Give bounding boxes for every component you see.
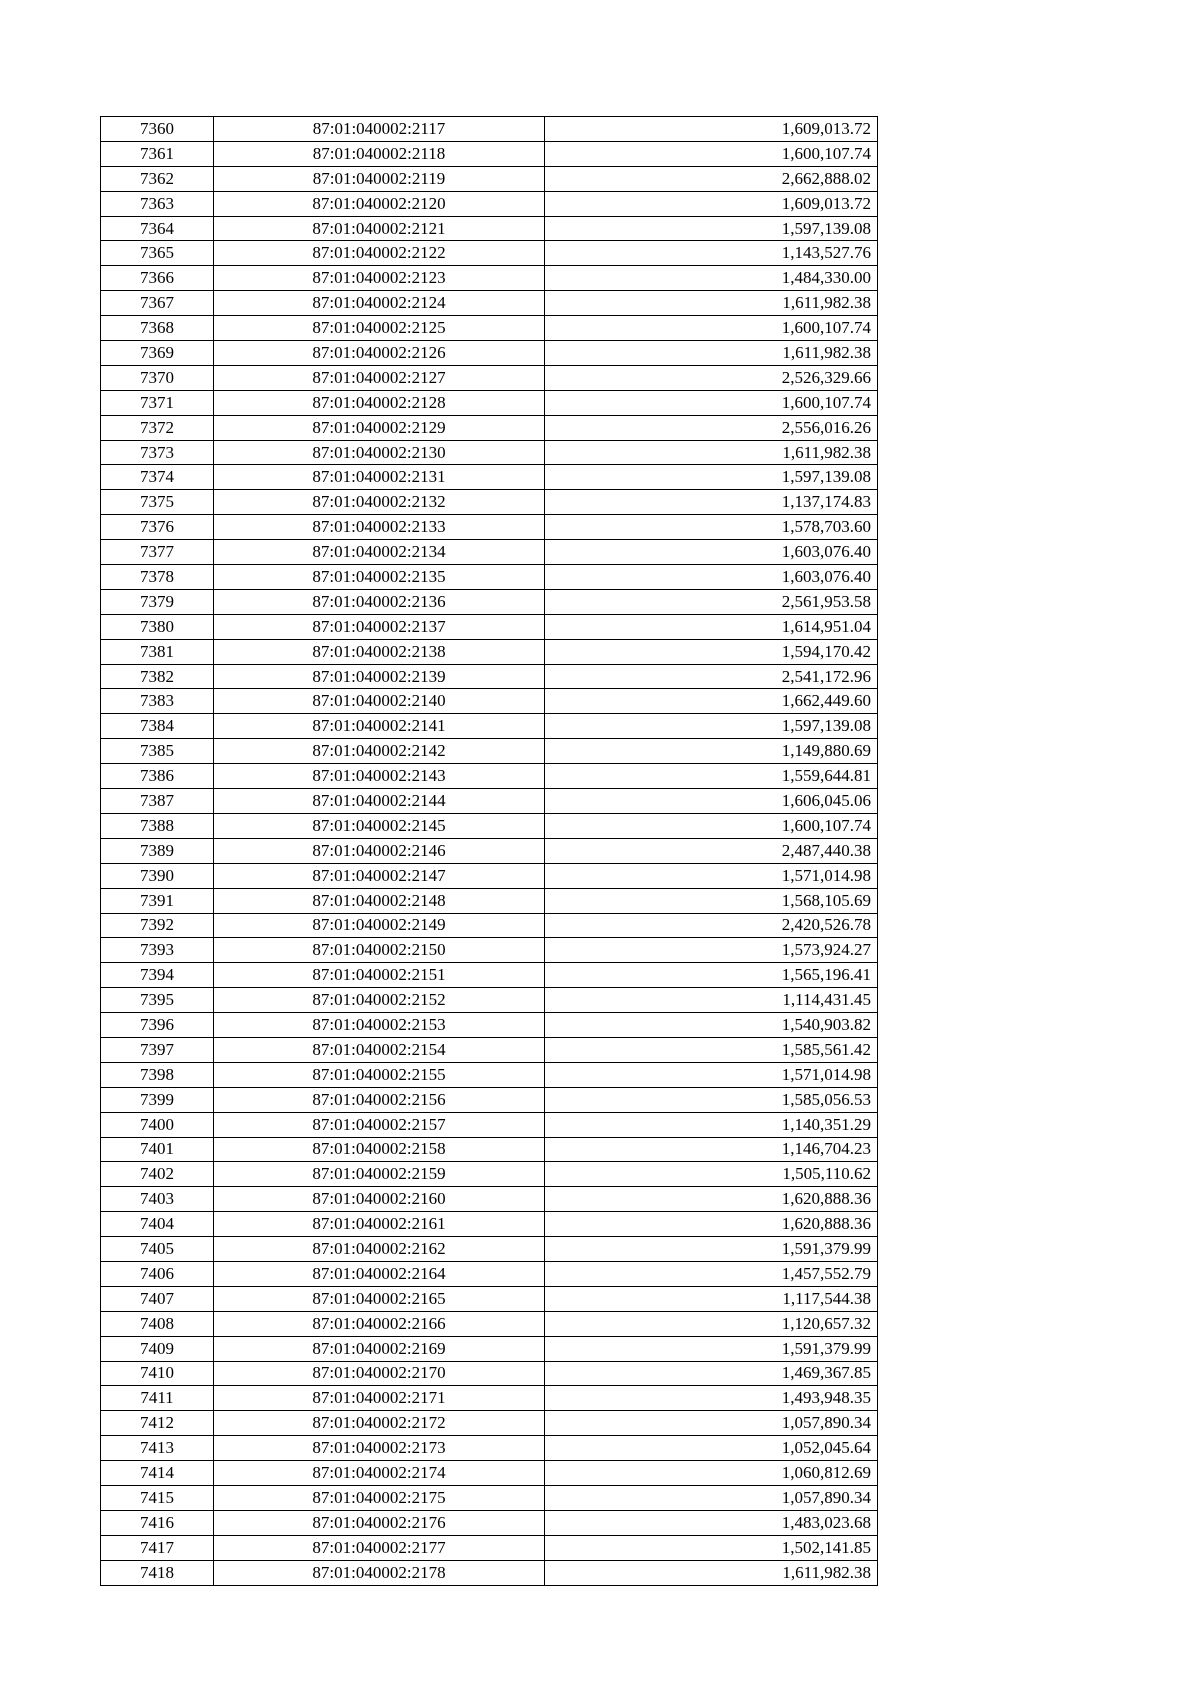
amount-cell: 1,140,351.29 [545, 1112, 878, 1137]
row-number-cell: 7362 [101, 166, 214, 191]
row-number-cell: 7384 [101, 714, 214, 739]
cadastral-number-cell: 87:01:040002:2123 [214, 266, 545, 291]
amount-cell: 1,114,431.45 [545, 988, 878, 1013]
table-row [101, 1510, 878, 1535]
row-number-cell: 7386 [101, 764, 214, 789]
table-row [101, 565, 878, 590]
cadastral-number-cell: 87:01:040002:2141 [214, 714, 545, 739]
table-row [101, 316, 878, 341]
row-number-cell: 7417 [101, 1535, 214, 1560]
table-row [101, 1087, 878, 1112]
cadastral-number-cell: 87:01:040002:2159 [214, 1162, 545, 1187]
cadastral-number-cell: 87:01:040002:2153 [214, 1013, 545, 1038]
amount-cell: 1,565,196.41 [545, 963, 878, 988]
table-row [101, 1436, 878, 1461]
table-row [101, 440, 878, 465]
table-row [101, 266, 878, 291]
cadastral-number-cell: 87:01:040002:2145 [214, 813, 545, 838]
amount-cell: 1,606,045.06 [545, 789, 878, 814]
amount-cell: 1,149,880.69 [545, 739, 878, 764]
data-table [100, 116, 878, 1586]
row-number-cell: 7381 [101, 639, 214, 664]
cadastral-number-cell: 87:01:040002:2164 [214, 1261, 545, 1286]
amount-cell: 1,585,056.53 [545, 1087, 878, 1112]
cadastral-number-cell: 87:01:040002:2130 [214, 440, 545, 465]
table-row [101, 191, 878, 216]
table-row [101, 938, 878, 963]
table-row [101, 1535, 878, 1560]
table-row [101, 241, 878, 266]
table-row [101, 714, 878, 739]
table-row [101, 1485, 878, 1510]
cadastral-number-cell: 87:01:040002:2149 [214, 913, 545, 938]
amount-cell: 1,600,107.74 [545, 813, 878, 838]
cadastral-number-cell: 87:01:040002:2154 [214, 1037, 545, 1062]
table-row [101, 764, 878, 789]
cadastral-number-cell: 87:01:040002:2146 [214, 838, 545, 863]
cadastral-number-cell: 87:01:040002:2151 [214, 963, 545, 988]
cadastral-number-cell: 87:01:040002:2158 [214, 1137, 545, 1162]
table-row [101, 291, 878, 316]
row-number-cell: 7376 [101, 515, 214, 540]
cadastral-number-cell: 87:01:040002:2139 [214, 664, 545, 689]
cadastral-number-cell: 87:01:040002:2126 [214, 341, 545, 366]
cadastral-number-cell: 87:01:040002:2135 [214, 565, 545, 590]
amount-cell: 1,568,105.69 [545, 888, 878, 913]
row-number-cell: 7361 [101, 141, 214, 166]
table-row [101, 838, 878, 863]
amount-cell: 1,594,170.42 [545, 639, 878, 664]
table-row [101, 1261, 878, 1286]
row-number-cell: 7415 [101, 1485, 214, 1510]
amount-cell: 1,457,552.79 [545, 1261, 878, 1286]
table-row [101, 963, 878, 988]
table-row [101, 515, 878, 540]
table-row [101, 1461, 878, 1486]
amount-cell: 1,662,449.60 [545, 689, 878, 714]
table-row [101, 1311, 878, 1336]
row-number-cell: 7385 [101, 739, 214, 764]
amount-cell: 1,611,982.38 [545, 440, 878, 465]
amount-cell: 1,600,107.74 [545, 141, 878, 166]
amount-cell: 1,060,812.69 [545, 1461, 878, 1486]
amount-cell: 1,620,888.36 [545, 1187, 878, 1212]
amount-cell: 1,559,644.81 [545, 764, 878, 789]
cadastral-number-cell: 87:01:040002:2140 [214, 689, 545, 714]
cadastral-number-cell: 87:01:040002:2136 [214, 589, 545, 614]
amount-cell: 1,603,076.40 [545, 565, 878, 590]
amount-cell: 1,611,982.38 [545, 341, 878, 366]
row-number-cell: 7399 [101, 1087, 214, 1112]
row-number-cell: 7369 [101, 341, 214, 366]
cadastral-number-cell: 87:01:040002:2161 [214, 1212, 545, 1237]
cadastral-number-cell: 87:01:040002:2129 [214, 415, 545, 440]
cadastral-number-cell: 87:01:040002:2175 [214, 1485, 545, 1510]
cadastral-number-cell: 87:01:040002:2148 [214, 888, 545, 913]
cadastral-number-cell: 87:01:040002:2128 [214, 390, 545, 415]
row-number-cell: 7396 [101, 1013, 214, 1038]
cadastral-number-cell: 87:01:040002:2152 [214, 988, 545, 1013]
table-row [101, 465, 878, 490]
amount-cell: 1,578,703.60 [545, 515, 878, 540]
cadastral-number-cell: 87:01:040002:2162 [214, 1237, 545, 1262]
row-number-cell: 7380 [101, 614, 214, 639]
row-number-cell: 7411 [101, 1386, 214, 1411]
row-number-cell: 7393 [101, 938, 214, 963]
row-number-cell: 7383 [101, 689, 214, 714]
amount-cell: 1,611,982.38 [545, 1560, 878, 1585]
row-number-cell: 7398 [101, 1062, 214, 1087]
row-number-cell: 7364 [101, 216, 214, 241]
table-row [101, 913, 878, 938]
amount-cell: 2,526,329.66 [545, 365, 878, 390]
cadastral-number-cell: 87:01:040002:2156 [214, 1087, 545, 1112]
cadastral-number-cell: 87:01:040002:2124 [214, 291, 545, 316]
table-row [101, 1013, 878, 1038]
table-row [101, 1137, 878, 1162]
table-row [101, 1187, 878, 1212]
amount-cell: 1,137,174.83 [545, 490, 878, 515]
cadastral-number-cell: 87:01:040002:2121 [214, 216, 545, 241]
cadastral-number-cell: 87:01:040002:2137 [214, 614, 545, 639]
row-number-cell: 7412 [101, 1411, 214, 1436]
cadastral-number-cell: 87:01:040002:2170 [214, 1361, 545, 1386]
amount-cell: 2,420,526.78 [545, 913, 878, 938]
cadastral-number-cell: 87:01:040002:2125 [214, 316, 545, 341]
amount-cell: 1,609,013.72 [545, 117, 878, 142]
row-number-cell: 7392 [101, 913, 214, 938]
row-number-cell: 7372 [101, 415, 214, 440]
amount-cell: 1,597,139.08 [545, 465, 878, 490]
amount-cell: 2,561,953.58 [545, 589, 878, 614]
cadastral-number-cell: 87:01:040002:2132 [214, 490, 545, 515]
table-body [101, 117, 878, 1586]
row-number-cell: 7395 [101, 988, 214, 1013]
amount-cell: 1,597,139.08 [545, 714, 878, 739]
row-number-cell: 7394 [101, 963, 214, 988]
cadastral-number-cell: 87:01:040002:2171 [214, 1386, 545, 1411]
table-row [101, 141, 878, 166]
table-row [101, 1062, 878, 1087]
amount-cell: 1,493,948.35 [545, 1386, 878, 1411]
table-row [101, 1560, 878, 1585]
row-number-cell: 7388 [101, 813, 214, 838]
amount-cell: 1,484,330.00 [545, 266, 878, 291]
table-row [101, 216, 878, 241]
table-row [101, 614, 878, 639]
cadastral-number-cell: 87:01:040002:2138 [214, 639, 545, 664]
table-row [101, 1361, 878, 1386]
amount-cell: 1,620,888.36 [545, 1212, 878, 1237]
table-row [101, 789, 878, 814]
row-number-cell: 7391 [101, 888, 214, 913]
table-row [101, 415, 878, 440]
row-number-cell: 7371 [101, 390, 214, 415]
amount-cell: 1,611,982.38 [545, 291, 878, 316]
table-row [101, 1037, 878, 1062]
amount-cell: 2,487,440.38 [545, 838, 878, 863]
table-row [101, 689, 878, 714]
cadastral-number-cell: 87:01:040002:2134 [214, 540, 545, 565]
amount-cell: 1,120,657.32 [545, 1311, 878, 1336]
cadastral-number-cell: 87:01:040002:2117 [214, 117, 545, 142]
amount-cell: 1,057,890.34 [545, 1411, 878, 1436]
row-number-cell: 7368 [101, 316, 214, 341]
row-number-cell: 7414 [101, 1461, 214, 1486]
row-number-cell: 7367 [101, 291, 214, 316]
row-number-cell: 7407 [101, 1286, 214, 1311]
amount-cell: 1,483,023.68 [545, 1510, 878, 1535]
cadastral-number-cell: 87:01:040002:2155 [214, 1062, 545, 1087]
amount-cell: 1,117,544.38 [545, 1286, 878, 1311]
table-row [101, 988, 878, 1013]
cadastral-number-cell: 87:01:040002:2169 [214, 1336, 545, 1361]
amount-cell: 2,556,016.26 [545, 415, 878, 440]
row-number-cell: 7403 [101, 1187, 214, 1212]
cadastral-number-cell: 87:01:040002:2157 [214, 1112, 545, 1137]
table-row [101, 1237, 878, 1262]
row-number-cell: 7377 [101, 540, 214, 565]
table-row [101, 888, 878, 913]
table-row [101, 1286, 878, 1311]
table-row [101, 490, 878, 515]
table-row [101, 1336, 878, 1361]
row-number-cell: 7413 [101, 1436, 214, 1461]
row-number-cell: 7416 [101, 1510, 214, 1535]
row-number-cell: 7406 [101, 1261, 214, 1286]
row-number-cell: 7370 [101, 365, 214, 390]
cadastral-number-cell: 87:01:040002:2133 [214, 515, 545, 540]
table-row [101, 813, 878, 838]
cadastral-number-cell: 87:01:040002:2176 [214, 1510, 545, 1535]
amount-cell: 1,505,110.62 [545, 1162, 878, 1187]
row-number-cell: 7408 [101, 1311, 214, 1336]
amount-cell: 1,603,076.40 [545, 540, 878, 565]
table-row [101, 540, 878, 565]
table-row [101, 166, 878, 191]
row-number-cell: 7366 [101, 266, 214, 291]
row-number-cell: 7374 [101, 465, 214, 490]
amount-cell: 1,146,704.23 [545, 1137, 878, 1162]
cadastral-number-cell: 87:01:040002:2131 [214, 465, 545, 490]
row-number-cell: 7400 [101, 1112, 214, 1137]
row-number-cell: 7365 [101, 241, 214, 266]
row-number-cell: 7363 [101, 191, 214, 216]
row-number-cell: 7387 [101, 789, 214, 814]
cadastral-number-cell: 87:01:040002:2122 [214, 241, 545, 266]
cadastral-number-cell: 87:01:040002:2166 [214, 1311, 545, 1336]
table-row [101, 739, 878, 764]
amount-cell: 1,585,561.42 [545, 1037, 878, 1062]
amount-cell: 1,609,013.72 [545, 191, 878, 216]
row-number-cell: 7418 [101, 1560, 214, 1585]
cadastral-number-cell: 87:01:040002:2147 [214, 863, 545, 888]
amount-cell: 1,591,379.99 [545, 1336, 878, 1361]
amount-cell: 1,571,014.98 [545, 1062, 878, 1087]
row-number-cell: 7389 [101, 838, 214, 863]
cadastral-number-cell: 87:01:040002:2177 [214, 1535, 545, 1560]
cadastral-number-cell: 87:01:040002:2142 [214, 739, 545, 764]
row-number-cell: 7404 [101, 1212, 214, 1237]
cadastral-number-cell: 87:01:040002:2143 [214, 764, 545, 789]
table-row [101, 1162, 878, 1187]
row-number-cell: 7390 [101, 863, 214, 888]
row-number-cell: 7401 [101, 1137, 214, 1162]
row-number-cell: 7409 [101, 1336, 214, 1361]
cadastral-number-cell: 87:01:040002:2172 [214, 1411, 545, 1436]
table-row [101, 1411, 878, 1436]
amount-cell: 1,614,951.04 [545, 614, 878, 639]
cadastral-number-cell: 87:01:040002:2119 [214, 166, 545, 191]
row-number-cell: 7402 [101, 1162, 214, 1187]
table-row [101, 1212, 878, 1237]
cadastral-number-cell: 87:01:040002:2160 [214, 1187, 545, 1212]
cadastral-number-cell: 87:01:040002:2174 [214, 1461, 545, 1486]
table-row [101, 117, 878, 142]
amount-cell: 1,600,107.74 [545, 316, 878, 341]
amount-cell: 1,600,107.74 [545, 390, 878, 415]
cadastral-number-cell: 87:01:040002:2144 [214, 789, 545, 814]
amount-cell: 1,597,139.08 [545, 216, 878, 241]
amount-cell: 1,591,379.99 [545, 1237, 878, 1262]
row-number-cell: 7382 [101, 664, 214, 689]
amount-cell: 1,052,045.64 [545, 1436, 878, 1461]
table-row [101, 664, 878, 689]
table-row [101, 390, 878, 415]
cadastral-number-cell: 87:01:040002:2120 [214, 191, 545, 216]
row-number-cell: 7397 [101, 1037, 214, 1062]
row-number-cell: 7375 [101, 490, 214, 515]
row-number-cell: 7410 [101, 1361, 214, 1386]
table-row [101, 1112, 878, 1137]
amount-cell: 1,571,014.98 [545, 863, 878, 888]
table-row [101, 589, 878, 614]
cadastral-number-cell: 87:01:040002:2165 [214, 1286, 545, 1311]
cadastral-number-cell: 87:01:040002:2173 [214, 1436, 545, 1461]
cadastral-number-cell: 87:01:040002:2118 [214, 141, 545, 166]
amount-cell: 1,573,924.27 [545, 938, 878, 963]
amount-cell: 1,469,367.85 [545, 1361, 878, 1386]
table-row [101, 639, 878, 664]
row-number-cell: 7379 [101, 589, 214, 614]
amount-cell: 1,540,903.82 [545, 1013, 878, 1038]
table-row [101, 1386, 878, 1411]
row-number-cell: 7360 [101, 117, 214, 142]
row-number-cell: 7378 [101, 565, 214, 590]
amount-cell: 2,662,888.02 [545, 166, 878, 191]
row-number-cell: 7405 [101, 1237, 214, 1262]
table-row [101, 341, 878, 366]
amount-cell: 2,541,172.96 [545, 664, 878, 689]
cadastral-number-cell: 87:01:040002:2150 [214, 938, 545, 963]
cadastral-number-cell: 87:01:040002:2178 [214, 1560, 545, 1585]
amount-cell: 1,502,141.85 [545, 1535, 878, 1560]
cadastral-number-cell: 87:01:040002:2127 [214, 365, 545, 390]
row-number-cell: 7373 [101, 440, 214, 465]
amount-cell: 1,057,890.34 [545, 1485, 878, 1510]
table-row [101, 365, 878, 390]
amount-cell: 1,143,527.76 [545, 241, 878, 266]
table-row [101, 863, 878, 888]
